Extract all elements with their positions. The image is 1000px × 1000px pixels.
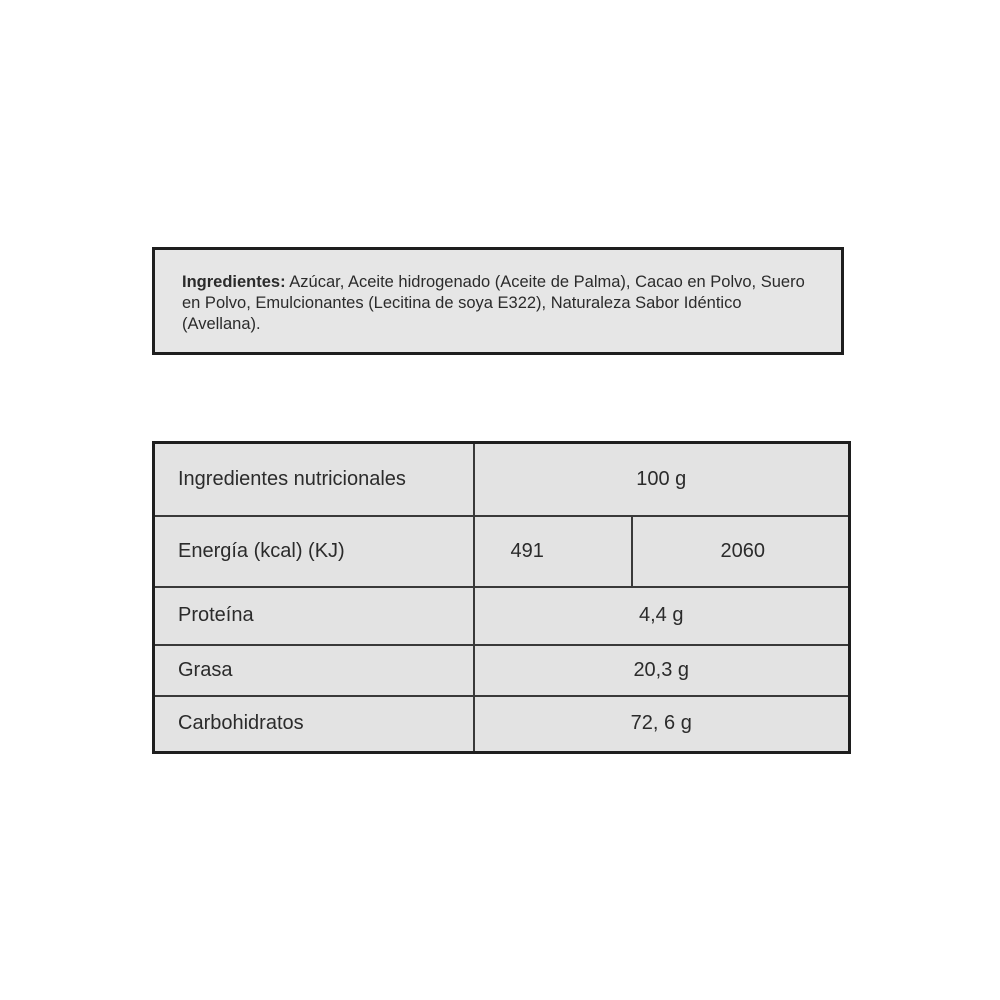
table-row — [154, 645, 850, 696]
table-row — [154, 587, 850, 645]
energy-label: Energía (kcal) (KJ) — [154, 516, 474, 587]
table-row — [154, 443, 850, 516]
ingredients-panel — [152, 247, 844, 355]
fat-label: Grasa — [154, 645, 474, 696]
carbs-label: Carbohidratos — [154, 696, 474, 753]
nutrition-header-label: Ingredientes nutricionales — [154, 443, 474, 516]
carbs-value: 72, 6 g — [474, 696, 850, 753]
energy-kj-value: 2060 — [632, 516, 850, 587]
table-row — [154, 696, 850, 753]
ingredients-label: Ingredientes: — [182, 273, 286, 291]
nutrition-header-value: 100 g — [474, 443, 850, 516]
energy-kcal-value: 491 — [474, 516, 632, 587]
table-row — [154, 516, 850, 587]
protein-value: 4,4 g — [474, 587, 850, 645]
fat-value: 20,3 g — [474, 645, 850, 696]
ingredients-text: Azúcar, Aceite hidrogenado (Aceite de Palma), Cacao en Polvo, Suero en Polvo, Emulcionantes (Lecitina de soya E322), Naturaleza Sabor Idéntico (Avellana). — [182, 273, 805, 333]
nutrition-table — [152, 441, 851, 754]
protein-label: Proteína — [154, 587, 474, 645]
